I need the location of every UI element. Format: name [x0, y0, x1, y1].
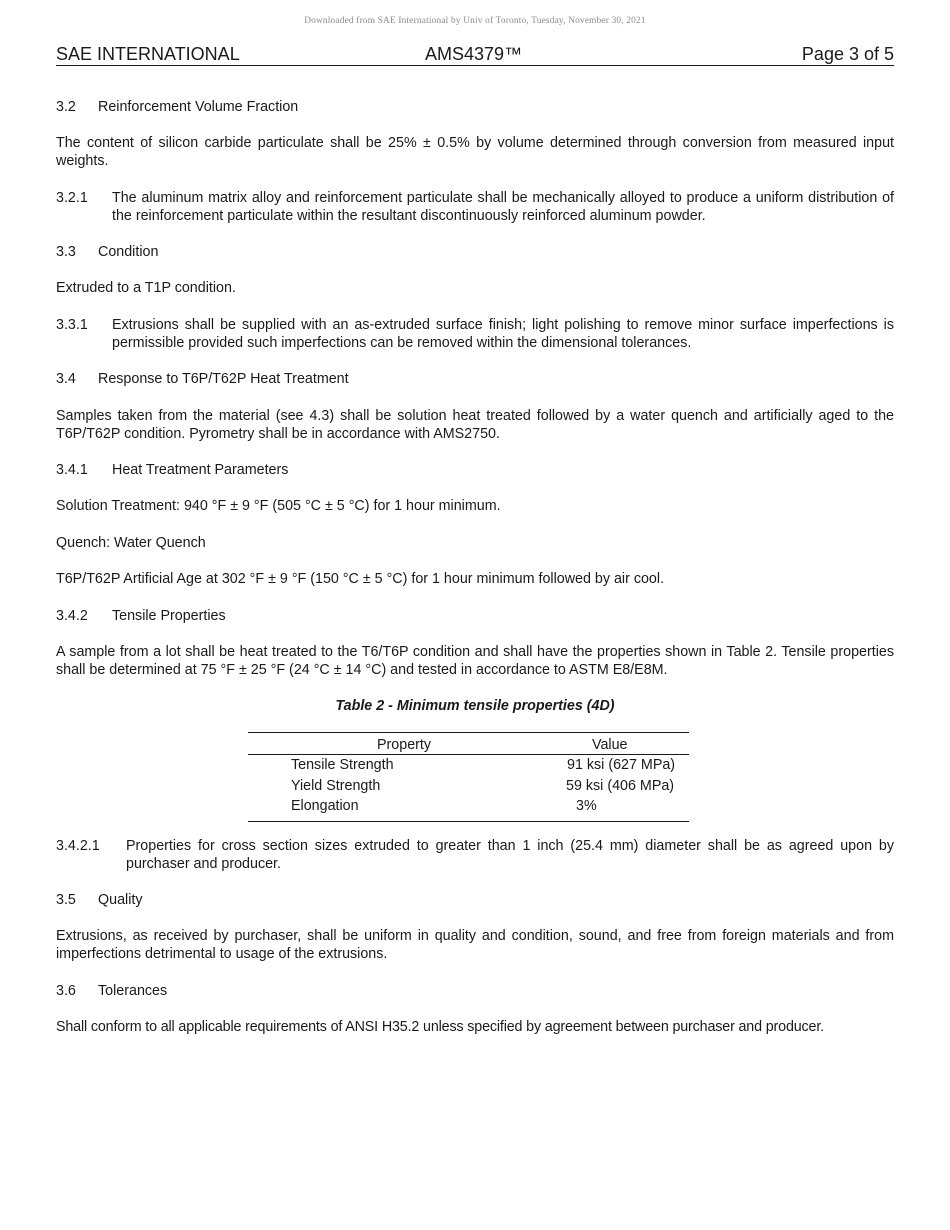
section-number: 3.3 — [56, 244, 76, 260]
section-title: Tolerances — [98, 983, 168, 999]
section-3-3-1 — [56, 316, 894, 352]
section-title: Tensile Properties — [112, 608, 226, 624]
table-header-property: Property — [377, 737, 432, 753]
section-3-4-heading — [56, 370, 894, 388]
table-bottom-rule — [248, 821, 689, 822]
section-number: 3.4 — [56, 371, 76, 387]
section-3-2-heading — [56, 98, 894, 116]
section-number: 3.2.1 — [56, 190, 88, 206]
section-title: Quality — [98, 892, 143, 908]
paragraph-3-2: The content of silicon carbide particulate shall be 25% ± 0.5% by volume determined through conversion from measured input weights. — [56, 135, 894, 169]
section-number: 3.4.1 — [56, 462, 88, 478]
section-3-2-1 — [56, 189, 894, 225]
header-doc-id: AMS4379™ — [425, 44, 523, 64]
table-cell-value: 3% — [576, 798, 597, 814]
section-title: Condition — [98, 244, 159, 260]
section-title: Heat Treatment Parameters — [112, 462, 289, 478]
paragraph-3-3: Extruded to a T1P condition. — [56, 280, 236, 296]
header-page-number: Page 3 of 5 — [801, 44, 894, 64]
section-title: Reinforcement Volume Fraction — [98, 99, 299, 115]
paragraph-3-5: Extrusions, as received by purchaser, shall be uniform in quality and condition, sound, and free from foreign materials and from imperfections detrimental to usage of the extrusions. — [56, 928, 894, 962]
artificial-age: T6P/T62P Artificial Age at 302 °F ± 9 °F (150 °C ± 5 °C) for 1 hour minimum followed by air cool. — [56, 571, 665, 587]
section-number: 3.5 — [56, 892, 76, 908]
table-cell-value: 91 ksi (627 MPa) — [567, 757, 676, 773]
paragraph-3-4: Samples taken from the material (see 4.3) shall be solution heat treated followed by a water quench and artificially aged to the T6P/T62P condition. Pyrometry shall be in accordance with AMS2750. — [56, 408, 894, 442]
table-cell-property: Yield Strength — [291, 778, 381, 794]
page-header — [56, 44, 894, 66]
paragraph-3-4-2: A sample from a lot shall be heat treated to the T6/T6P condition and shall have the properties shown in Table 2. Tensile properties shall be determined at 75 °F ± 25 °F (24 °C ± 14 °C) and tested in accordance to ASTM E8/E8M. — [56, 644, 894, 678]
section-number: 3.4.2 — [56, 608, 88, 624]
download-watermark: Downloaded from SAE International by Univ of Toronto, Tuesday, November 30, 2021 — [304, 16, 646, 26]
section-number: 3.4.2.1 — [56, 838, 100, 854]
section-3-4-2-heading — [56, 607, 894, 625]
section-3-3-heading — [56, 243, 894, 261]
section-text: Properties for cross section sizes extruded to greater than 1 inch (25.4 mm) diameter shall be as agreed upon by purchaser and producer. — [126, 838, 894, 872]
table-cell-property: Tensile Strength — [291, 757, 394, 773]
table-top-rule — [248, 732, 689, 733]
paragraph-3-6: Shall conform to all applicable requirements of ANSI H35.2 unless specified by agreement between purchaser and producer. — [56, 1019, 824, 1035]
section-title: Response to T6P/T62P Heat Treatment — [98, 371, 349, 387]
header-org: SAE INTERNATIONAL — [56, 44, 240, 64]
table-2-caption: Table 2 - Minimum tensile properties (4D) — [335, 698, 615, 714]
section-number: 3.6 — [56, 983, 76, 999]
section-text: Extrusions shall be supplied with an as-extruded surface finish; light polishing to remove minor surface imperfections is permissible provided such imperfections can be removed within the dimensional tolerances. — [112, 317, 894, 351]
table-cell-property: Elongation — [291, 798, 359, 814]
section-number: 3.3.1 — [56, 317, 88, 333]
section-3-4-1-heading — [56, 461, 894, 479]
section-text: The aluminum matrix alloy and reinforcement particulate shall be mechanically alloyed to produce a uniform distribution of the reinforcement particulate within the resultant discontinuously reinforced aluminum powder. — [112, 190, 894, 224]
table-cell-value: 59 ksi (406 MPa) — [566, 778, 675, 794]
section-3-4-2-1 — [56, 837, 894, 873]
section-3-5-heading — [56, 891, 894, 909]
solution-treatment: Solution Treatment: 940 °F ± 9 °F (505 °C ± 5 °C) for 1 hour minimum. — [56, 498, 501, 514]
section-3-6-heading — [56, 982, 894, 1000]
table-header-value: Value — [592, 737, 628, 753]
section-number: 3.2 — [56, 99, 76, 115]
quench: Quench: Water Quench — [56, 535, 206, 551]
table-header-rule — [248, 754, 689, 755]
